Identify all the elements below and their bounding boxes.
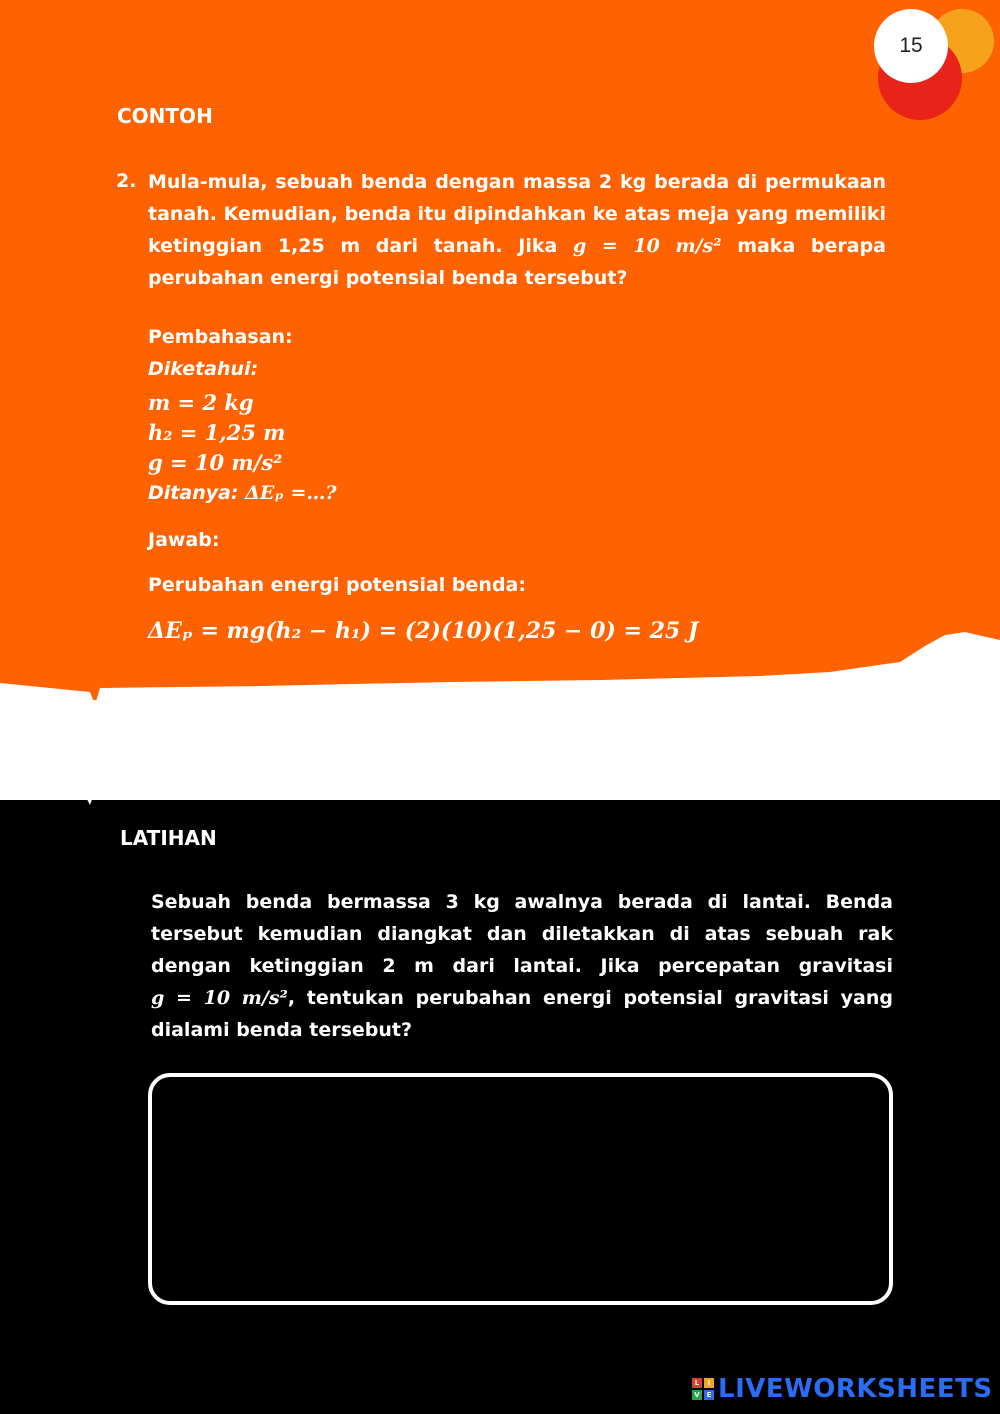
exercise-question: Sebuah benda bermassa 3 kg awalnya berada di lantai. Benda tersebut kemudian diangkat dan diletakkan di atas sebuah rak dengan ketinggian 2 m dari lantai. Jika percepatan gravitasi g = 10 m/s², tentukan perubahan energi potensial gravitasi yang dialami benda tersebut? (151, 891, 893, 1041)
known-height: h₂ = 1,25 m (148, 420, 286, 445)
known-mass: m = 2 kg (148, 390, 254, 415)
logo-grid-icon (692, 1378, 714, 1400)
potential-change-label: Perubahan energi potensial benda: (148, 574, 526, 596)
liveworksheets-logo (692, 1374, 993, 1404)
question-number: 2. (116, 170, 137, 192)
asked-expression: ΔEₚ =…? (245, 482, 337, 504)
example-heading: CONTOH (117, 104, 213, 128)
page-number: 15 (874, 9, 948, 83)
answer-label: Jawab: (148, 529, 220, 551)
example-question: Mula-mula, sebuah benda dengan massa 2 kg berada di permukaan tanah. Kemudian, benda itu dipindahkan ke atas meja yang memiliki ketinggian 1,25 m dari tanah. Jika g = 10 m/s² maka berapa perubahan energi potensial benda tersebut? (148, 171, 886, 289)
logo-letter-v: V (692, 1390, 702, 1400)
answer-input-box[interactable] (148, 1073, 893, 1305)
logo-text: LIVEWORKSHEETS (718, 1374, 993, 1404)
known-label: Diketahui: (148, 358, 259, 380)
logo-letter-l: L (692, 1378, 702, 1388)
asked-line (148, 482, 337, 504)
exercise-heading: LATIHAN (120, 826, 217, 850)
logo-letter-i: I (704, 1378, 714, 1388)
known-gravity: g = 10 m/s² (148, 450, 283, 475)
logo-letter-e: E (704, 1390, 714, 1400)
example-formula: ΔEₚ = mg(h₂ − h₁) = (2)(10)(1,25 − 0) = 25 J (148, 618, 699, 644)
discussion-label: Pembahasan: (148, 326, 293, 348)
asked-label: Ditanya: (148, 482, 239, 504)
